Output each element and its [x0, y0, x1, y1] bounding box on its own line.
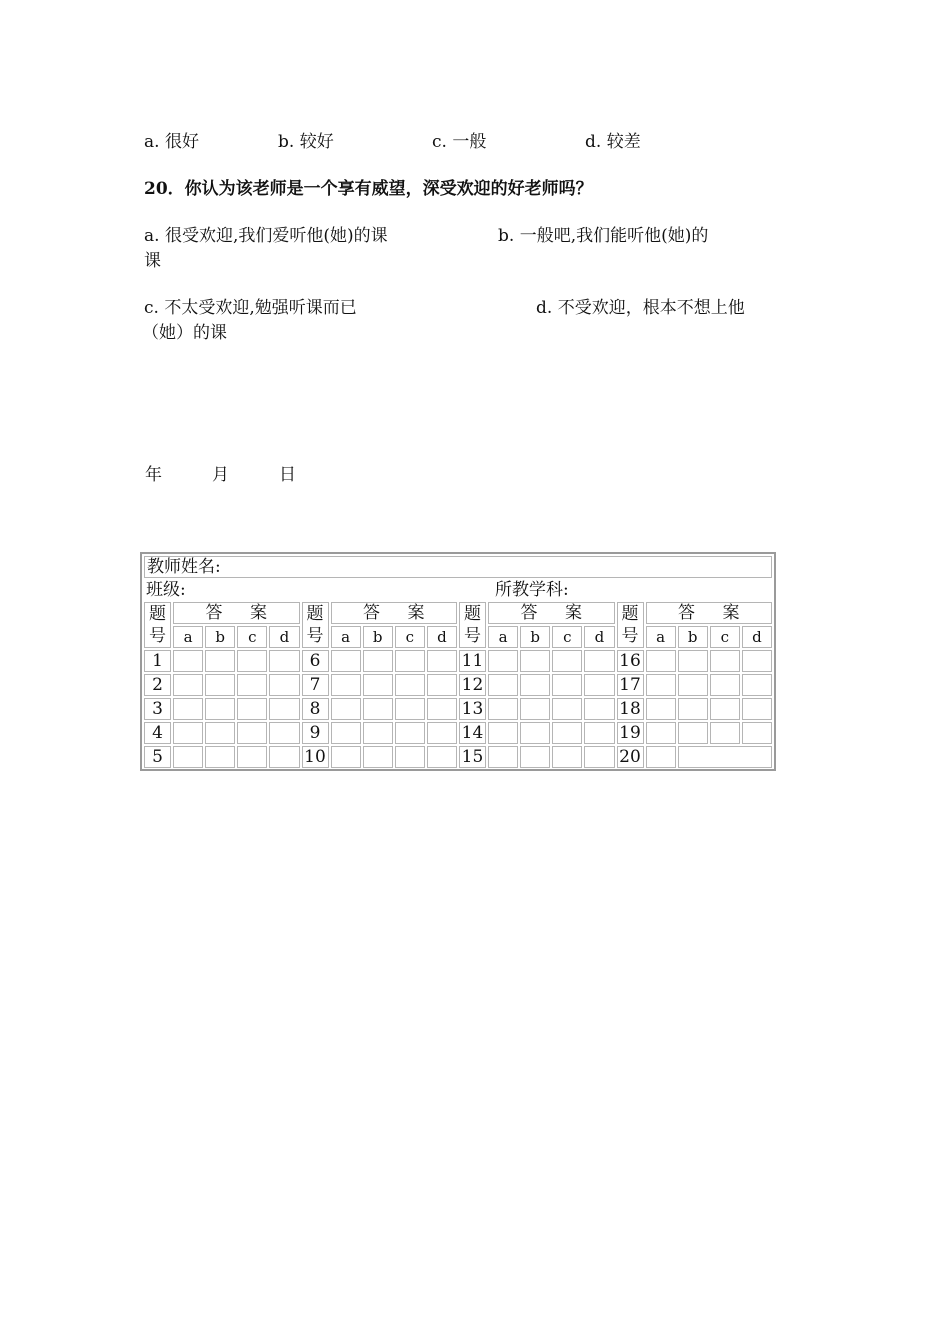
answer-cell[interactable] — [427, 746, 457, 768]
answer-cell[interactable] — [237, 698, 267, 720]
answer-cell[interactable] — [552, 722, 582, 744]
answer-sheet — [140, 552, 776, 771]
answer-cell[interactable] — [520, 698, 550, 720]
answer-row — [144, 650, 772, 672]
question-number: 10 — [302, 746, 329, 768]
question-number-header-top: 题 — [621, 604, 639, 624]
q19-option-c: c. 一般 — [432, 132, 487, 152]
question-number: 20 — [617, 746, 644, 768]
answer-row — [144, 698, 772, 720]
question-number: 17 — [617, 674, 644, 696]
question-number: 12 — [459, 674, 486, 696]
answer-cell[interactable] — [173, 650, 203, 672]
answer-cell[interactable] — [520, 650, 550, 672]
answer-cell[interactable] — [742, 650, 772, 672]
answer-cell[interactable] — [331, 722, 361, 744]
answer-cell[interactable] — [520, 746, 550, 768]
teacher-name-field[interactable] — [144, 556, 772, 578]
answer-cell[interactable] — [395, 746, 425, 768]
answer-cell[interactable] — [678, 674, 708, 696]
answer-cell[interactable] — [646, 674, 676, 696]
question-number: 7 — [302, 674, 329, 696]
date-month: 月 — [212, 465, 229, 485]
answer-cell[interactable] — [584, 674, 614, 696]
answer-cell[interactable] — [173, 746, 203, 768]
answer-cell[interactable] — [742, 722, 772, 744]
answer-cell[interactable] — [710, 674, 740, 696]
answer-sheet-table — [142, 554, 774, 770]
option-header: a — [646, 626, 676, 648]
answer-cell[interactable] — [584, 650, 614, 672]
answer-cell[interactable] — [584, 722, 614, 744]
teacher-row — [144, 556, 772, 578]
question-number: 1 — [144, 650, 171, 672]
answer-cell[interactable] — [395, 674, 425, 696]
options-row — [144, 626, 772, 648]
q19-option-a: a. 很好 — [144, 132, 199, 152]
question-number-header — [459, 602, 486, 648]
answer-cell[interactable] — [427, 650, 457, 672]
answer-cell[interactable] — [552, 674, 582, 696]
answer-cell[interactable] — [742, 698, 772, 720]
question-number: 13 — [459, 698, 486, 720]
answer-cell[interactable] — [205, 698, 235, 720]
answer-cell[interactable] — [646, 722, 676, 744]
answer-cell[interactable] — [269, 722, 299, 744]
option-header: b — [363, 626, 393, 648]
answer-cell[interactable] — [269, 674, 299, 696]
answer-header: 答 案 — [331, 602, 458, 624]
answer-cell[interactable] — [331, 674, 361, 696]
teacher-name-label: 教师姓名: — [147, 557, 221, 577]
answer-cell[interactable] — [363, 746, 393, 768]
option-header: b — [678, 626, 708, 648]
answer-cell[interactable] — [584, 746, 614, 768]
answer-row — [144, 722, 772, 744]
option-header: d — [742, 626, 772, 648]
option-header: c — [395, 626, 425, 648]
option-header: a — [331, 626, 361, 648]
question-number-header-bottom: 号 — [306, 626, 324, 646]
answer-cell[interactable] — [331, 746, 361, 768]
question-number: 19 — [617, 722, 644, 744]
answer-cell[interactable] — [710, 722, 740, 744]
question-number-header — [144, 602, 171, 648]
question-number-header-bottom: 号 — [621, 626, 639, 646]
answer-cell[interactable] — [363, 674, 393, 696]
question-number: 6 — [302, 650, 329, 672]
answer-cell[interactable] — [646, 698, 676, 720]
q19-options — [144, 127, 764, 152]
answer-row — [144, 746, 772, 768]
answer-cell[interactable] — [237, 722, 267, 744]
answer-cell[interactable] — [269, 698, 299, 720]
answer-cell-merged[interactable] — [678, 746, 772, 768]
answer-cell[interactable] — [646, 650, 676, 672]
question-number: 4 — [144, 722, 171, 744]
q20-option-b: b. 一般吧,我们能听他(她)的 — [498, 226, 709, 246]
answer-cell[interactable] — [395, 698, 425, 720]
answer-cell[interactable] — [363, 698, 393, 720]
question-number: 16 — [617, 650, 644, 672]
option-header: b — [520, 626, 550, 648]
answer-cell[interactable] — [678, 722, 708, 744]
answer-cell[interactable] — [710, 650, 740, 672]
answer-cell[interactable] — [678, 650, 708, 672]
answer-cell[interactable] — [552, 746, 582, 768]
option-header: d — [427, 626, 457, 648]
question-number: 18 — [617, 698, 644, 720]
question-number: 11 — [459, 650, 486, 672]
answer-cell[interactable] — [488, 650, 518, 672]
question-number-header-top: 题 — [464, 604, 481, 624]
q20-option-d: d. 不受欢迎，根本不想上他 — [536, 298, 745, 318]
q20-option-c: c. 不太受欢迎,勉强听课而已 — [144, 298, 357, 318]
answer-cell[interactable] — [678, 698, 708, 720]
answer-cell[interactable] — [710, 698, 740, 720]
question-number: 14 — [459, 722, 486, 744]
answer-cell[interactable] — [205, 650, 235, 672]
question-number-header-bottom: 号 — [149, 626, 166, 646]
answer-header: 答 案 — [173, 602, 300, 624]
class-field[interactable] — [144, 580, 457, 600]
answer-cell[interactable] — [237, 746, 267, 768]
answer-cell[interactable] — [427, 698, 457, 720]
q20-option-d-wrap: （她）的课 — [142, 323, 227, 343]
question-number-header-bottom: 号 — [464, 626, 481, 646]
answer-cell[interactable] — [488, 722, 518, 744]
subject-label: 所教学科: — [495, 580, 569, 600]
answer-cell[interactable] — [427, 722, 457, 744]
answer-cell[interactable] — [488, 698, 518, 720]
answer-cell[interactable] — [552, 650, 582, 672]
q20-option-a: a. 很受欢迎,我们爱听他(她)的课 — [144, 226, 388, 246]
answer-cell[interactable] — [395, 650, 425, 672]
answer-cell[interactable] — [237, 650, 267, 672]
answer-cell[interactable] — [363, 722, 393, 744]
answer-cell[interactable] — [363, 650, 393, 672]
option-header: c — [552, 626, 582, 648]
date-year: 年 — [145, 465, 162, 485]
answer-cell[interactable] — [269, 650, 299, 672]
answer-cell[interactable] — [488, 674, 518, 696]
answer-cell[interactable] — [173, 674, 203, 696]
class-subject-row — [144, 580, 772, 600]
answer-cell[interactable] — [395, 722, 425, 744]
answer-cell[interactable] — [269, 746, 299, 768]
option-header: a — [173, 626, 203, 648]
question-number: 8 — [302, 698, 329, 720]
answer-cell[interactable] — [552, 698, 582, 720]
answer-cell[interactable] — [237, 674, 267, 696]
subject-field[interactable] — [459, 580, 772, 600]
question-number-header — [617, 602, 644, 648]
option-header: d — [269, 626, 299, 648]
question-number: 2 — [144, 674, 171, 696]
option-header: a — [488, 626, 518, 648]
option-header: d — [584, 626, 614, 648]
answer-header: 答 案 — [646, 602, 773, 624]
q20-title: 20．你认为该老师是一个享有威望，深受欢迎的好老师吗？ — [144, 179, 593, 199]
answer-cell[interactable] — [173, 698, 203, 720]
answer-cell[interactable] — [520, 722, 550, 744]
answer-cell[interactable] — [520, 674, 550, 696]
answer-header: 答 案 — [488, 602, 615, 624]
answer-cell[interactable] — [488, 746, 518, 768]
answer-cell[interactable] — [205, 674, 235, 696]
q19-option-d: d. 较差 — [585, 132, 641, 152]
question-number: 5 — [144, 746, 171, 768]
answer-row — [144, 674, 772, 696]
answer-cell[interactable] — [742, 674, 772, 696]
answer-cell[interactable] — [427, 674, 457, 696]
answer-cell[interactable] — [173, 722, 203, 744]
answer-cell[interactable] — [646, 746, 676, 768]
answer-cell[interactable] — [331, 698, 361, 720]
question-number: 9 — [302, 722, 329, 744]
question-number: 15 — [459, 746, 486, 768]
question-number-header-top: 题 — [149, 604, 166, 624]
option-header: c — [710, 626, 740, 648]
date-day: 日 — [279, 465, 296, 485]
q19-option-b: b. 较好 — [278, 132, 334, 152]
answer-cell[interactable] — [205, 722, 235, 744]
option-header: c — [237, 626, 267, 648]
answer-cell[interactable] — [331, 650, 361, 672]
option-header: b — [205, 626, 235, 648]
answer-cell[interactable] — [584, 698, 614, 720]
answer-cell[interactable] — [205, 746, 235, 768]
question-number-header-top: 题 — [306, 604, 324, 624]
header-row — [144, 602, 772, 624]
question-number-header — [302, 602, 329, 648]
class-label: 班级: — [146, 580, 186, 600]
q20-option-b-wrap: 课 — [144, 251, 161, 271]
question-number: 3 — [144, 698, 171, 720]
